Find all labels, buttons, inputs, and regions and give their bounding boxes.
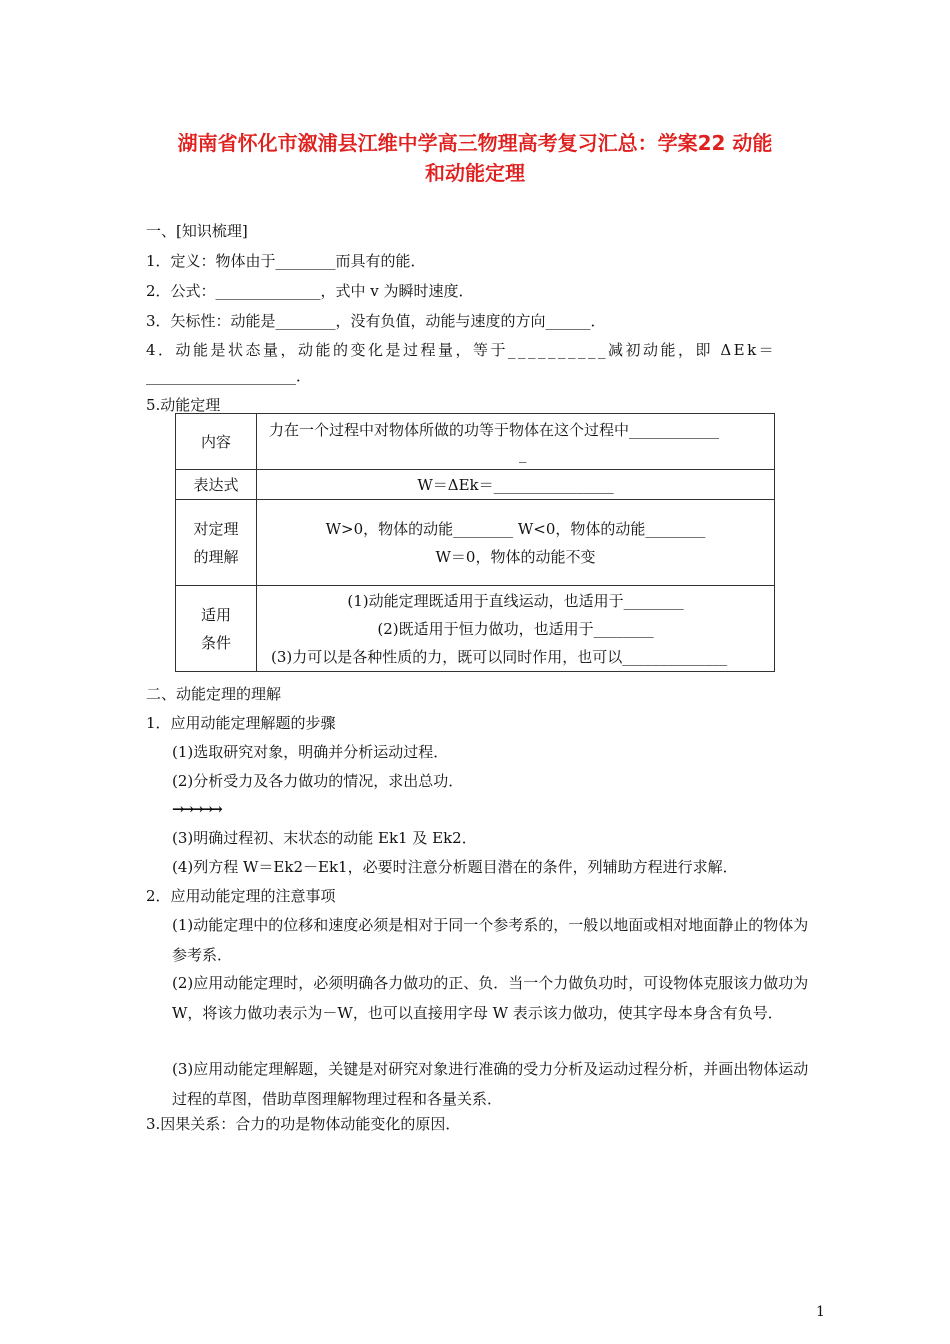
item-formula: 2．公式：______________，式中 v 为瞬时速度． [146, 282, 474, 300]
arrow-row: →→→→→ [172, 800, 220, 818]
step-3: (3)明确过程初、末状态的动能 Ek1 及 Ek2． [172, 829, 477, 847]
cause-effect: 3.因果关系：合力的功是物体动能变化的原因． [146, 1115, 461, 1133]
row-content-cell [257, 414, 775, 470]
row-expression-text: W＝ΔEk＝________________ [257, 470, 775, 500]
row-conditions-text-a: (1)动能定理既适用于直线运动，也适用于________ [347, 591, 684, 610]
row-content-text-2: _ [519, 444, 527, 463]
item-state-quantity-blank: ____________________． [146, 367, 312, 385]
row-understanding-text-a: W>0，物体的动能________ W<0，物体的动能________ [325, 519, 706, 538]
item-theorem-heading: 5.动能定理 [146, 396, 221, 414]
row-understanding-cell [257, 500, 775, 586]
row-understanding-label-a: 对定理 [193, 519, 239, 538]
row-understanding-label-b: 的理解 [193, 547, 239, 566]
steps-heading: 1．应用动能定理解题的步骤 [146, 714, 336, 732]
section-2-heading: 二、动能定理的理解 [146, 685, 282, 703]
item-state-quantity: 4．动能是状态量，动能的变化是过程量，等于__________减初动能，即 ΔEk＝ [146, 341, 777, 359]
item-vector-scalar: 3．矢标性：动能是________，没有负值，动能与速度的方向______． [146, 312, 606, 330]
row-expression-label: 表达式 [176, 470, 257, 500]
step-4: (4)列方程 W＝Ek2－Ek1，必要时注意分析题目潜在的条件，列辅助方程进行求解． [172, 858, 738, 876]
row-conditions-cell [257, 586, 775, 672]
theorem-table [175, 413, 775, 672]
row-content-label: 内容 [176, 414, 257, 470]
row-content-text: 力在一个过程中对物体所做的功等于物体在这个过程中____________ [269, 420, 720, 439]
step-2: (2)分析受力及各力做功的情况，求出总功． [172, 772, 464, 790]
title-line-1: 湖南省怀化市溆浦县江维中学高三物理高考复习汇总：学案22 动能 [177, 131, 773, 155]
page-number: 1 [816, 1304, 825, 1320]
row-understanding-text-b: W＝0，物体的动能不变 [435, 547, 596, 566]
row-conditions-text-c: (3)力可以是各种性质的力，既可以同时作用，也可以______________ [271, 647, 728, 666]
row-conditions-label-a: 适用 [200, 605, 231, 624]
notes-heading: 2．应用动能定理的注意事项 [146, 887, 336, 905]
note-3: (3)应用动能定理解题，关键是对研究对象进行准确的受力分析及运动过程分析，并画出物体运动过程的草图，借助草图理解物理过程和各量关系． [172, 1060, 809, 1108]
section-1-heading: 一、[知识梳理] [146, 222, 248, 240]
row-understanding-label [176, 500, 257, 586]
document-title [120, 128, 830, 188]
row-conditions-label [176, 586, 257, 672]
item-definition: 1．定义：物体由于________而具有的能． [146, 252, 426, 270]
note-1: (1)动能定理中的位移和速度必须是相对于同一个参考系的，一般以地面或相对地面静止的物体为参考系． [172, 916, 809, 964]
note-2: (2)应用动能定理时，必须明确各力做功的正、负．当一个力做负功时，可设物体克服该力做功为 W，将该力做功表示为－W，也可以直接用字母 W 表示该力做功，使其字母本身含有负号． [172, 974, 809, 1022]
title-line-2: 和动能定理 [425, 161, 525, 185]
row-conditions-label-b: 条件 [200, 633, 231, 652]
step-1: (1)选取研究对象，明确并分析运动过程． [172, 743, 449, 761]
row-conditions-text-b: (2)既适用于恒力做功，也适用于________ [377, 619, 654, 638]
